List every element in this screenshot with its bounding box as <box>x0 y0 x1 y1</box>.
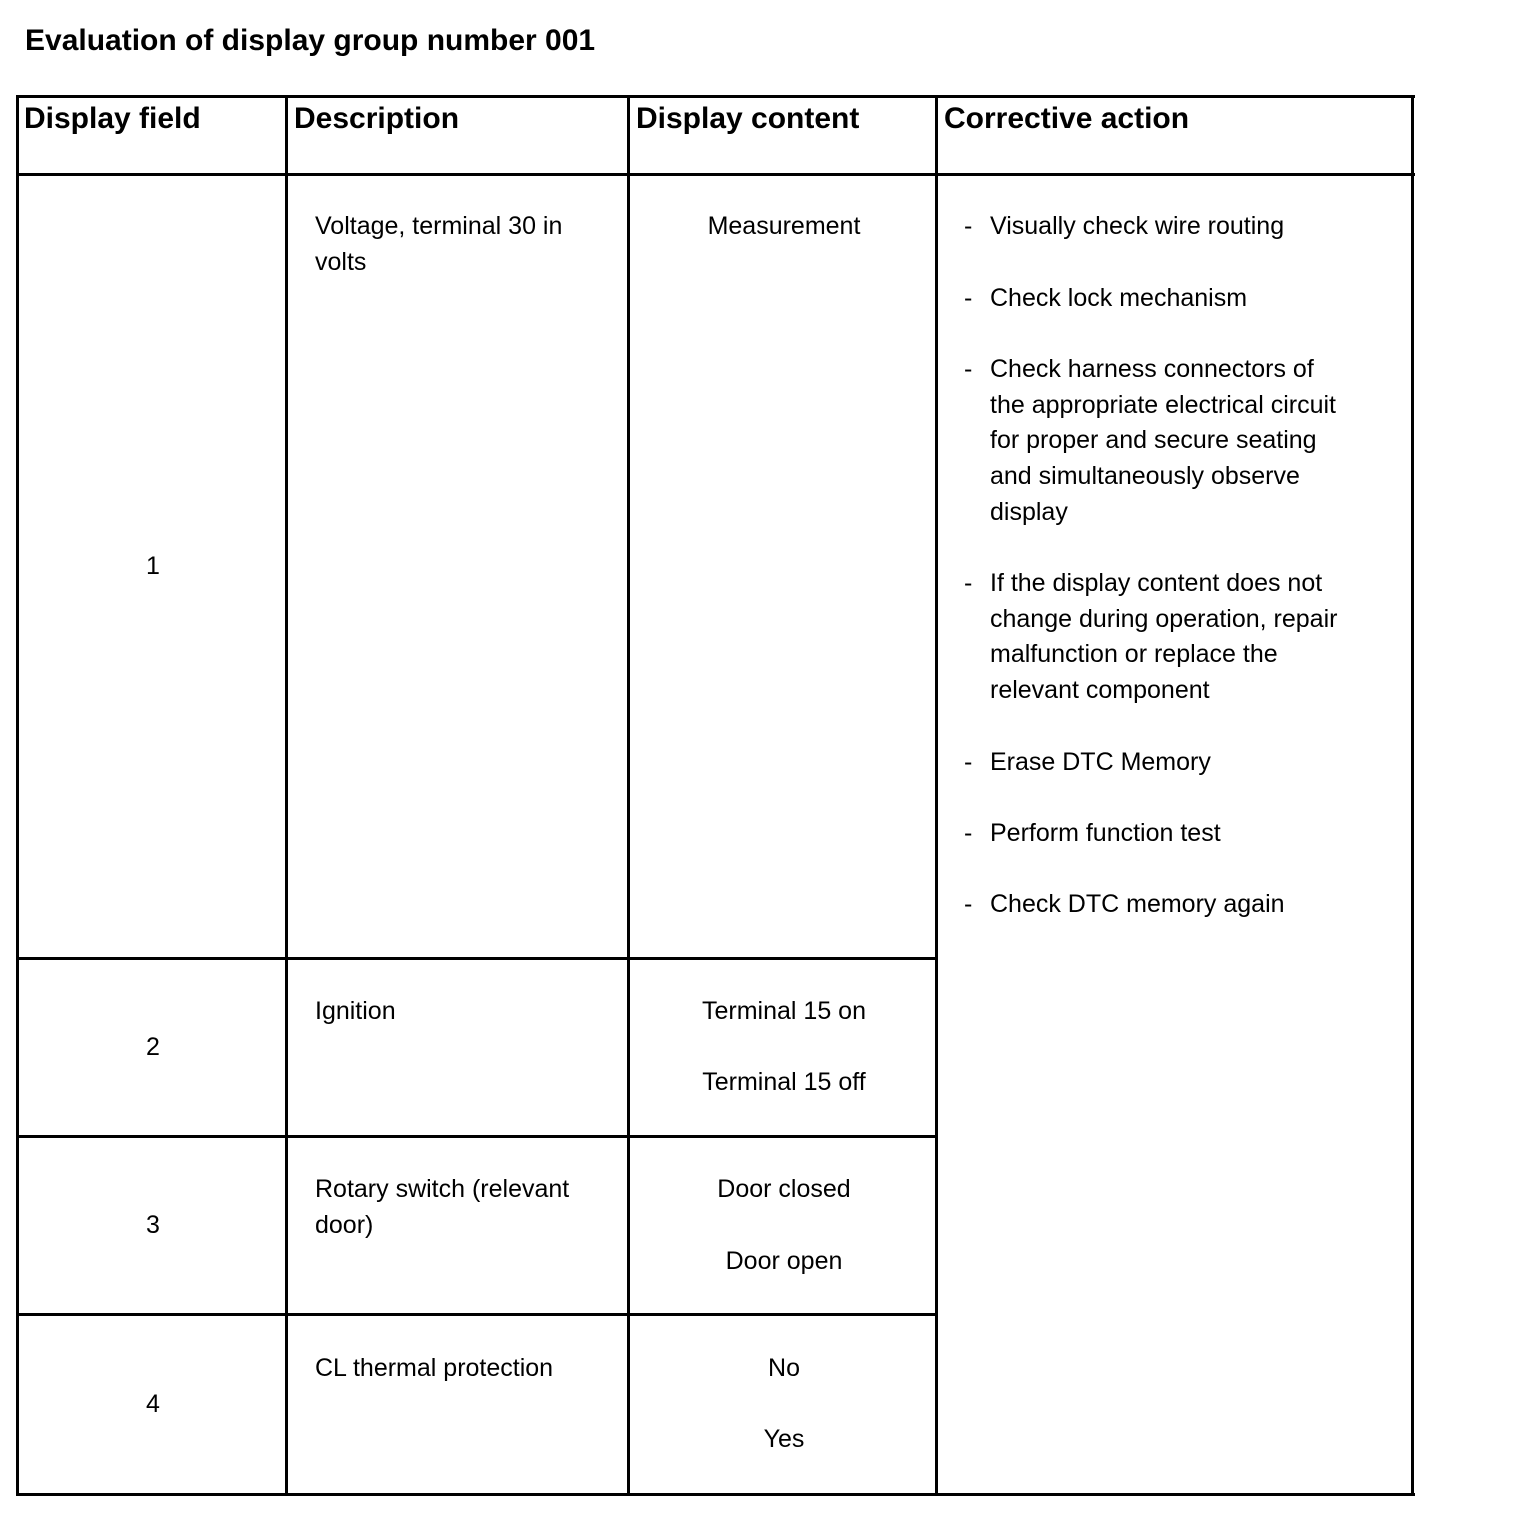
row-3-content-line-1: Door closed <box>717 1175 851 1203</box>
corrective-action-line: Check DTC memory again <box>990 890 1285 918</box>
column-divider-2 <box>627 95 630 1496</box>
corrective-action-line: Visually check wire routing <box>990 212 1285 240</box>
row-divider-2 <box>16 1135 938 1138</box>
corrective-action-line: and simultaneously observe <box>990 462 1300 491</box>
corrective-action-line: Check harness connectors of <box>990 355 1314 383</box>
corrective-action-line: for proper and secure seating <box>990 426 1317 455</box>
table-border-right <box>1411 95 1414 1496</box>
row-3-content-line-2: Door open <box>725 1247 843 1275</box>
corrective-action-line: the appropriate electrical circuit <box>990 390 1336 419</box>
column-divider-3 <box>935 95 938 1496</box>
bullet-dash: - <box>964 212 973 240</box>
row-2-content-line-1: Terminal 15 on <box>702 997 866 1025</box>
table-border-bottom <box>16 1493 1415 1496</box>
corrective-action-line: relevant component <box>990 676 1210 705</box>
corrective-action-line: Perform function test <box>990 819 1221 847</box>
row-1-content: Measurement <box>707 212 861 240</box>
row-3-field: 3 <box>146 1211 160 1239</box>
column-divider-1 <box>285 95 288 1496</box>
corrective-action-line: display <box>990 497 1068 526</box>
row-2-description-line-1: Ignition <box>315 997 396 1025</box>
page-title: Evaluation of display group number 001 <box>25 24 596 57</box>
corrective-action-line: Check lock mechanism <box>990 284 1248 312</box>
row-3-description-line-2: door) <box>315 1211 374 1239</box>
row-4-field: 4 <box>146 1390 160 1418</box>
row-1-description-line-2: volts <box>315 248 367 276</box>
row-2-content-line-2: Terminal 15 off <box>702 1068 866 1096</box>
row-3-description-line-1: Rotary switch (relevant <box>315 1175 570 1203</box>
bullet-dash: - <box>964 890 973 918</box>
bullet-dash: - <box>964 819 973 847</box>
header-display-content: Display content <box>636 102 860 135</box>
corrective-action-line: Erase DTC Memory <box>990 748 1211 776</box>
corrective-action-line: change during operation, repair <box>990 604 1338 633</box>
bullet-dash: - <box>964 284 973 312</box>
table-border-top <box>16 95 1415 98</box>
table-border-left <box>16 95 19 1496</box>
row-1-description-line-1: Voltage, terminal 30 in <box>315 212 563 240</box>
corrective-action-line: If the display content does not <box>990 569 1323 597</box>
header-corrective-action: Corrective action <box>944 102 1190 135</box>
row-divider-3 <box>16 1313 938 1316</box>
row-4-content-line-2: Yes <box>763 1425 805 1453</box>
header-description: Description <box>294 102 460 135</box>
row-4-content-line-1: No <box>768 1354 800 1382</box>
bullet-dash: - <box>964 748 973 776</box>
header-display-field: Display field <box>24 102 201 135</box>
corrective-action-line: malfunction or replace the <box>990 640 1278 669</box>
row-divider-1 <box>16 957 938 960</box>
bullet-dash: - <box>964 355 973 383</box>
header-divider <box>16 173 1415 176</box>
bullet-dash: - <box>964 569 973 597</box>
row-4-description-line-1: CL thermal protection <box>315 1354 554 1382</box>
row-1-field: 1 <box>146 552 160 580</box>
row-2-field: 2 <box>146 1033 160 1061</box>
